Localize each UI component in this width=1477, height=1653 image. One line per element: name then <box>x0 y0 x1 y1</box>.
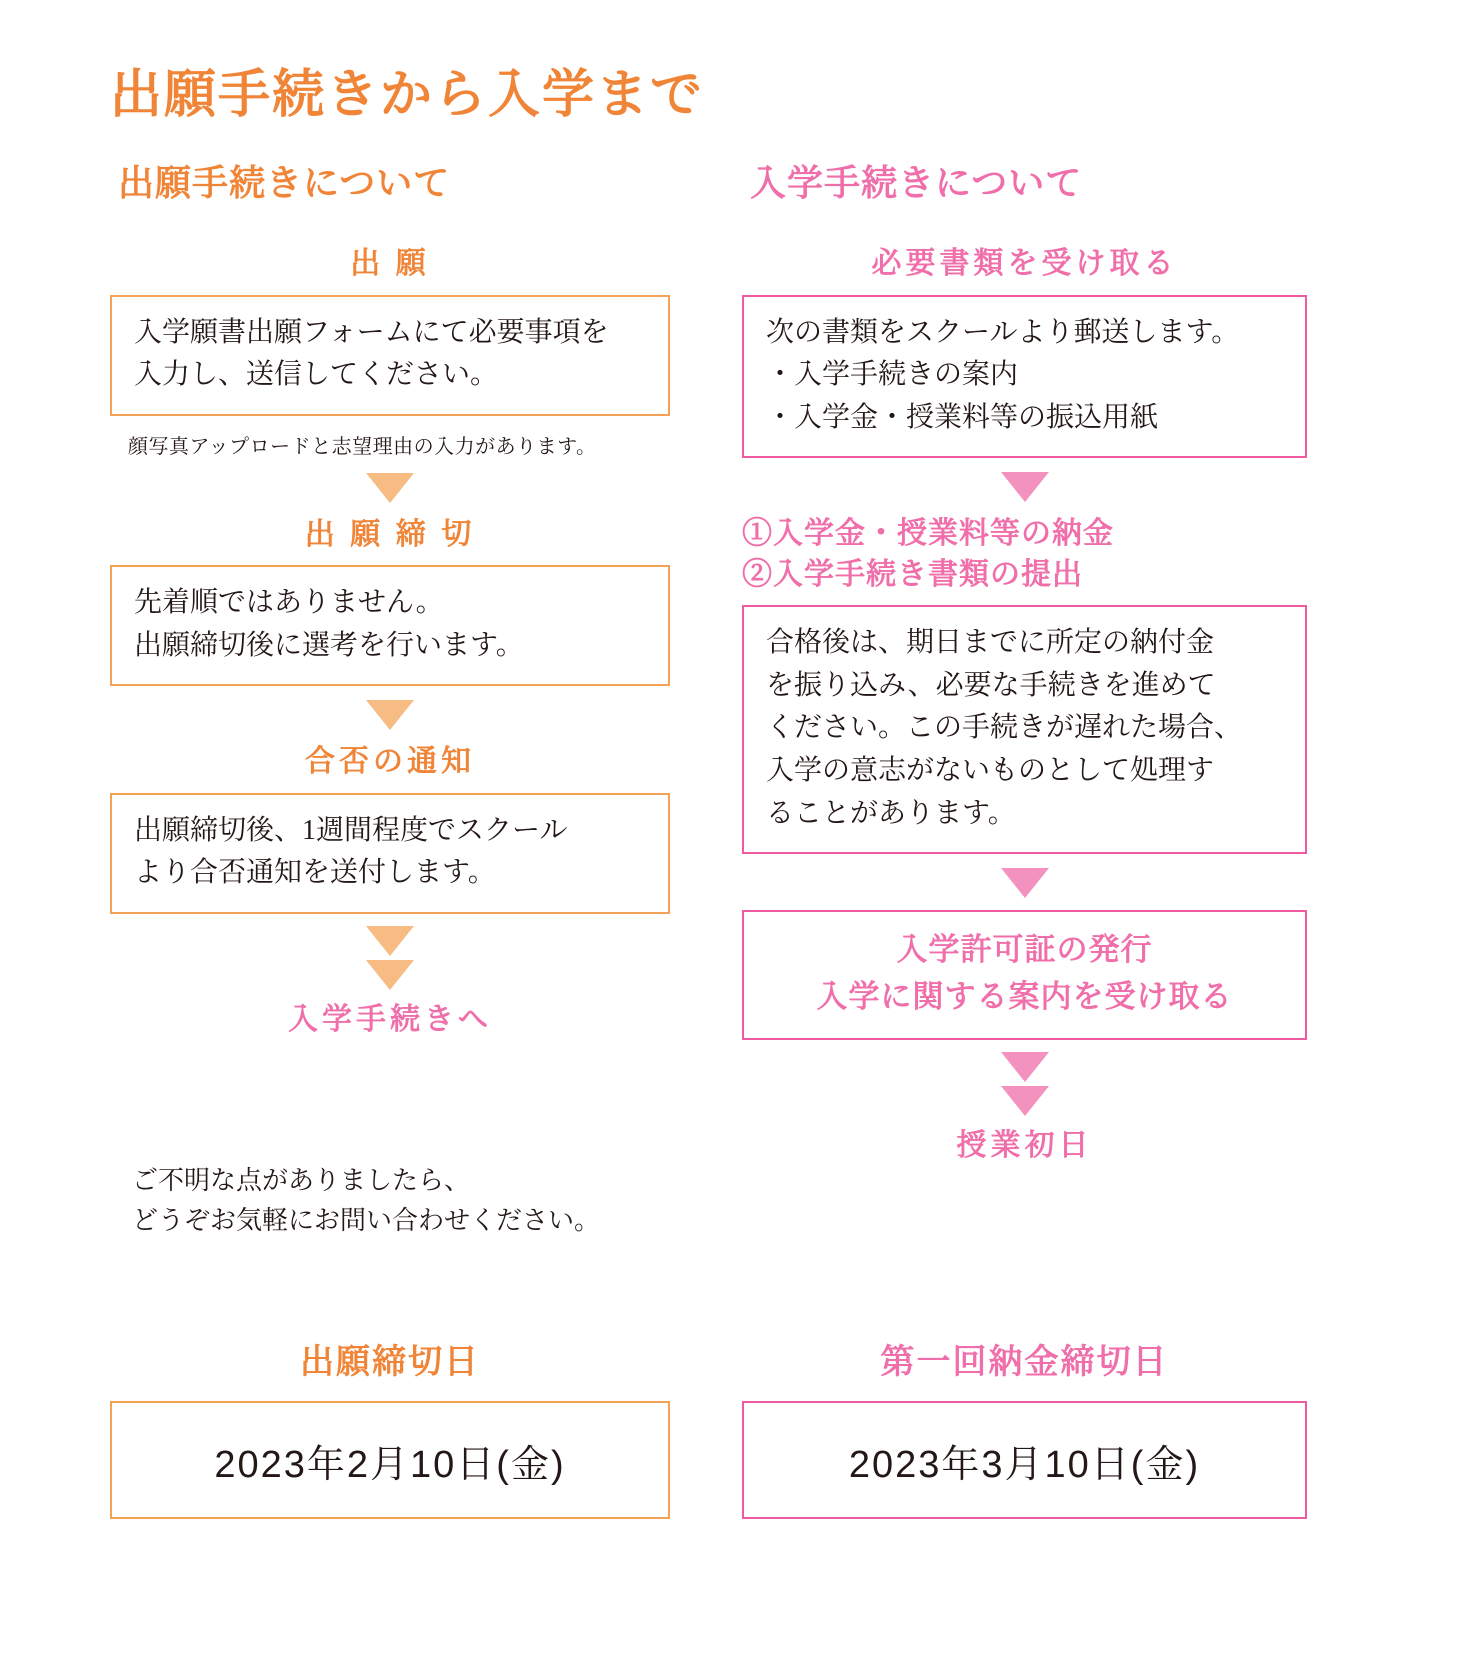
first-payment-deadline-date: 2023年3月10日(金) <box>742 1401 1307 1519</box>
step-box-receive-documents-line-3: ・入学金・授業料等の振込用紙 <box>766 401 1159 433</box>
step-box-admission-permit <box>742 910 1307 1040</box>
step-box-deadline-line-1: 先着順ではありません。 <box>134 587 444 619</box>
step-box-result-notice-line-1: 出願締切後、1週間程度でスクール <box>134 814 568 846</box>
application-procedure-column <box>110 155 670 1241</box>
step-box-application-line-1: 入学願書出願フォームにて必要事項を <box>134 316 609 348</box>
arrow-down-icon <box>1001 1086 1049 1116</box>
step-box-payment-line-2: を振り込み、必要な手続きを進めて <box>766 669 1216 701</box>
application-note: 顔写真アップロードと志望理由の入力があります。 <box>128 435 597 458</box>
arrow-down-icon <box>366 926 414 956</box>
enrollment-procedure-heading: 入学手続きについて <box>750 163 1083 203</box>
page-title: 出願手続きから入学まで <box>110 67 705 124</box>
arrow-down-icon <box>1001 472 1049 502</box>
arrow-down-icon <box>366 700 414 730</box>
application-deadline-date: 2023年2月10日(金) <box>110 1401 670 1519</box>
deadlines-section <box>0 1334 1477 1594</box>
application-deadline-title: 出願締切日 <box>300 1344 480 1381</box>
step-box-receive-documents <box>742 295 1307 459</box>
application-deadline-block <box>110 1334 670 1519</box>
step-label-payment-line-2: ②入学手続き書類の提出 <box>742 557 1083 591</box>
application-procedure-heading: 出願手続きについて <box>118 163 451 203</box>
inquiry-note-line-1: ご不明な点がありましたら、 <box>132 1165 471 1195</box>
step-box-payment-line-4: 入学の意志がないものとして処理す <box>766 755 1215 787</box>
arrow-down-icon <box>1001 1052 1049 1082</box>
transition-to-enrollment-label: 入学手続きへ <box>288 1003 492 1037</box>
step-box-payment-line-5: ることがあります。 <box>766 797 1016 829</box>
arrow-down-icon <box>1001 868 1049 898</box>
step-label-application: 出 願 <box>350 247 430 280</box>
step-box-result-notice <box>110 793 670 914</box>
inquiry-note-line-2: どうぞお気軽にお問い合わせください。 <box>132 1205 601 1235</box>
step-box-payment-and-submission <box>742 605 1307 854</box>
step-label-result-notice: 合否の通知 <box>305 745 475 779</box>
arrow-double-down-group <box>742 1052 1307 1116</box>
admission-permit-line-2: 入学に関する案内を受け取る <box>816 979 1233 1015</box>
arrow-down-icon <box>366 960 414 990</box>
admission-permit-line-1: 入学許可証の発行 <box>896 932 1153 968</box>
step-label-payment-line-1: ①入学金・授業料等の納金 <box>742 517 1114 551</box>
step-box-payment-line-3: ください。この手続きが遅れた場合、 <box>766 712 1243 744</box>
step-label-deadline: 出 願 締 切 <box>304 517 476 551</box>
first-payment-deadline-block <box>742 1334 1307 1519</box>
step-box-deadline <box>110 565 670 686</box>
step-label-payment-and-submission <box>742 514 1307 595</box>
arrow-double-down-group <box>110 926 670 990</box>
enrollment-procedure-column <box>742 155 1307 1177</box>
step-box-application-line-2: 入力し、送信してください。 <box>134 359 499 391</box>
step-box-receive-documents-line-2: ・入学手続きの案内 <box>766 359 1019 391</box>
inquiry-note <box>132 1161 670 1242</box>
first-class-day-label: 授業初日 <box>956 1129 1093 1163</box>
step-box-deadline-line-2: 出願締切後に選考を行います。 <box>134 629 524 661</box>
step-box-receive-documents-line-1: 次の書類をスクールより郵送します。 <box>766 316 1240 348</box>
step-box-result-notice-line-2: より合否通知を送付します。 <box>134 857 496 889</box>
arrow-down-icon <box>366 473 414 503</box>
step-label-receive-documents: 必要書類を受け取る <box>871 247 1178 280</box>
step-box-payment-line-1: 合格後は、期日までに所定の納付金 <box>766 627 1215 659</box>
step-box-application <box>110 295 670 416</box>
first-payment-deadline-title: 第一回納金締切日 <box>880 1344 1169 1381</box>
